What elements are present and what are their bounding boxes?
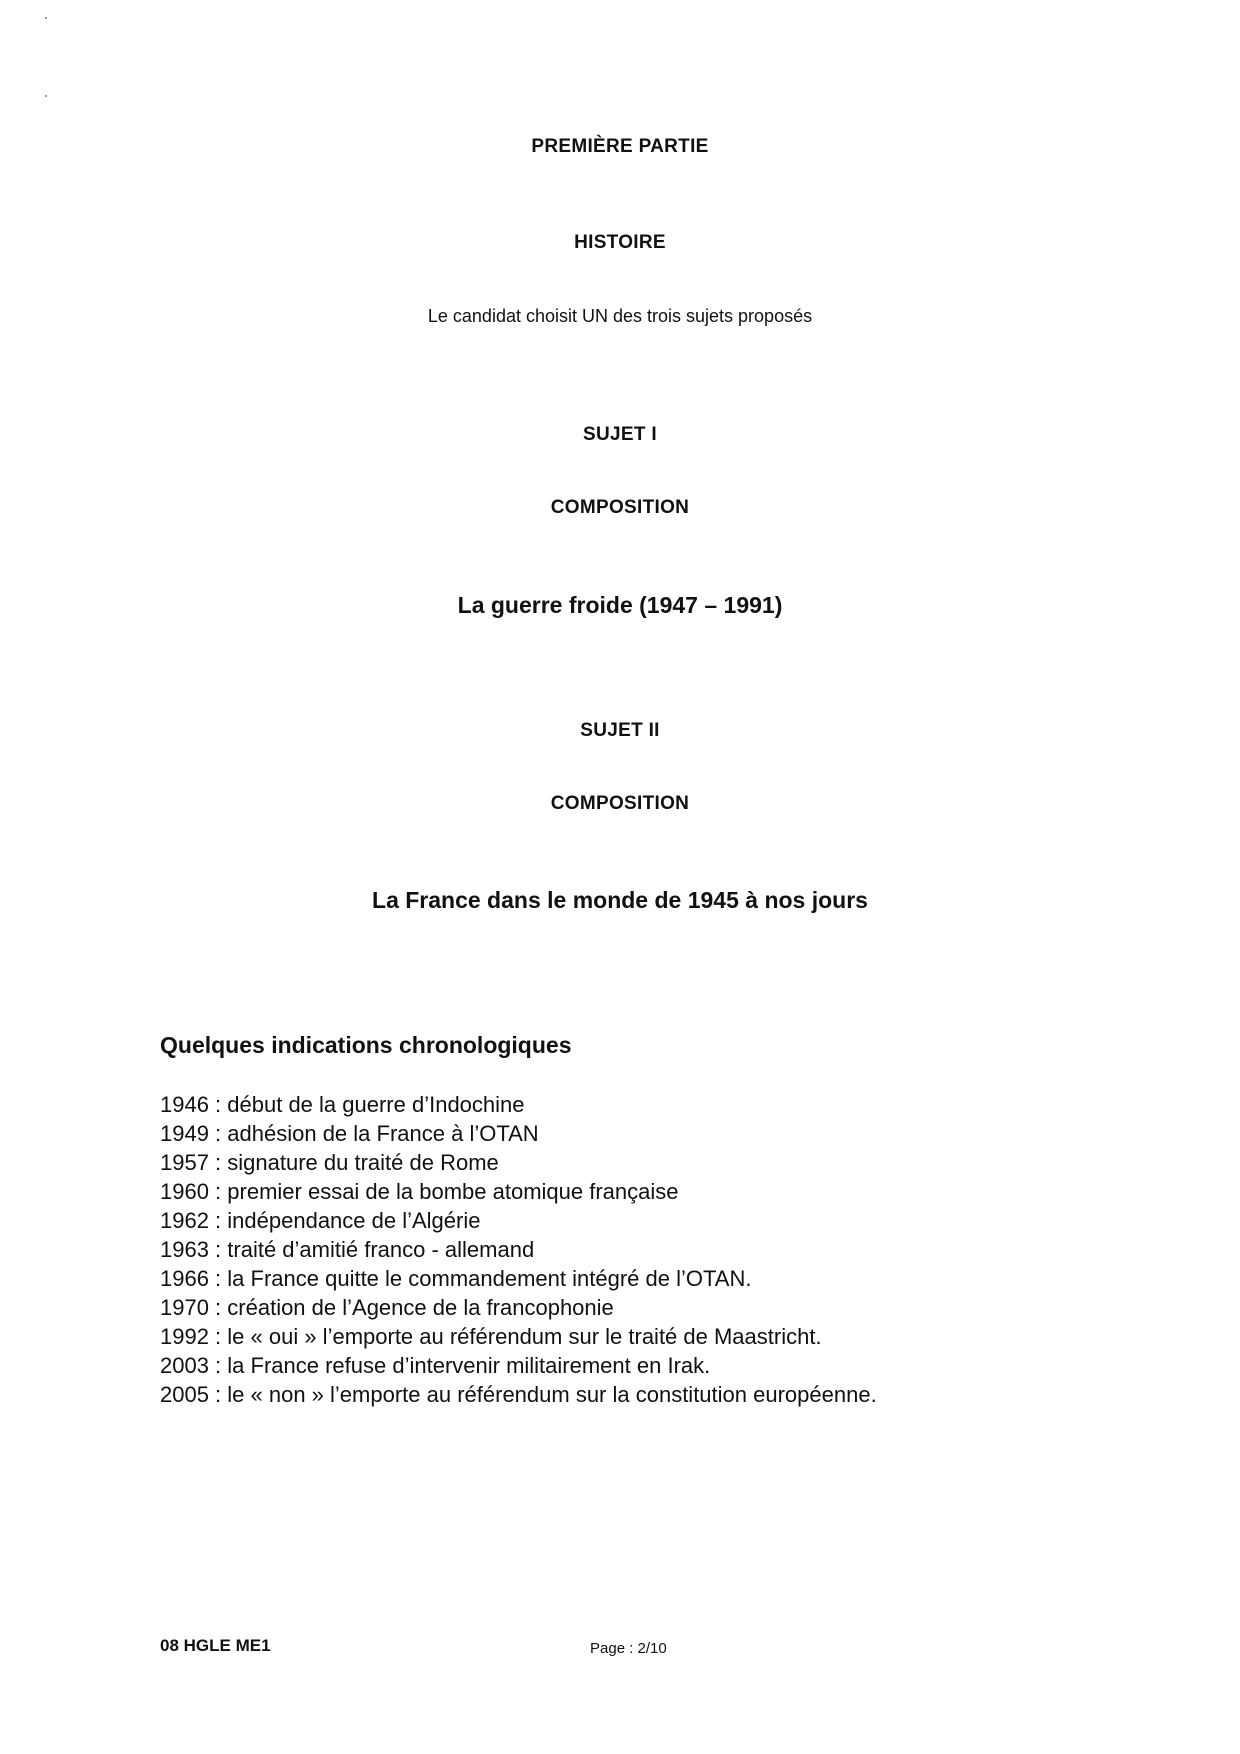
chronology-item: 2003 : la France refuse d’intervenir militairement en Irak. xyxy=(160,1353,711,1378)
exam-code: 08 HGLE ME1 xyxy=(160,1636,271,1655)
chronology-item: 1963 : traité d’amitié franco - allemand xyxy=(160,1237,535,1262)
page-number: Page : 2/10 xyxy=(590,1640,667,1657)
chronology-item: 1949 : adhésion de la France à l’OTAN xyxy=(160,1121,539,1146)
subject-2-title: La France dans le monde de 1945 à nos jours xyxy=(372,887,868,913)
chronology-list xyxy=(160,1090,877,1409)
chronology-item: 1946 : début de la guerre d’Indochine xyxy=(160,1092,525,1117)
subject-1-type: COMPOSITION xyxy=(550,497,690,518)
part-title: PREMIÈRE PARTIE xyxy=(531,136,709,157)
chronology-item: 1957 : signature du traité de Rome xyxy=(160,1150,499,1175)
scan-speck xyxy=(45,95,47,97)
chronology-item: 1992 : le « oui » l’emporte au référendum sur le traité de Maastricht. xyxy=(160,1324,822,1349)
chronology-item: 1966 : la France quitte le commandement intégré de l’OTAN. xyxy=(160,1266,752,1291)
chronology-item: 1960 : premier essai de la bombe atomique française xyxy=(160,1179,679,1204)
chronology-item: 2005 : le « non » l’emporte au référendum sur la constitution européenne. xyxy=(160,1382,877,1407)
chronology-item: 1962 : indépendance de l’Algérie xyxy=(160,1208,481,1233)
subject-area-title: HISTOIRE xyxy=(574,232,666,253)
instruction-text: Le candidat choisit UN des trois sujets proposés xyxy=(427,306,813,326)
scan-speck xyxy=(45,17,47,19)
chronology-item: 1970 : création de l’Agence de la francophonie xyxy=(160,1295,614,1320)
subject-1-label: SUJET I xyxy=(583,424,657,445)
subject-2-label: SUJET II xyxy=(580,720,660,741)
chronology-heading: Quelques indications chronologiques xyxy=(160,1032,572,1058)
subject-1-title: La guerre froide (1947 – 1991) xyxy=(457,592,783,618)
subject-2-type: COMPOSITION xyxy=(550,793,690,814)
